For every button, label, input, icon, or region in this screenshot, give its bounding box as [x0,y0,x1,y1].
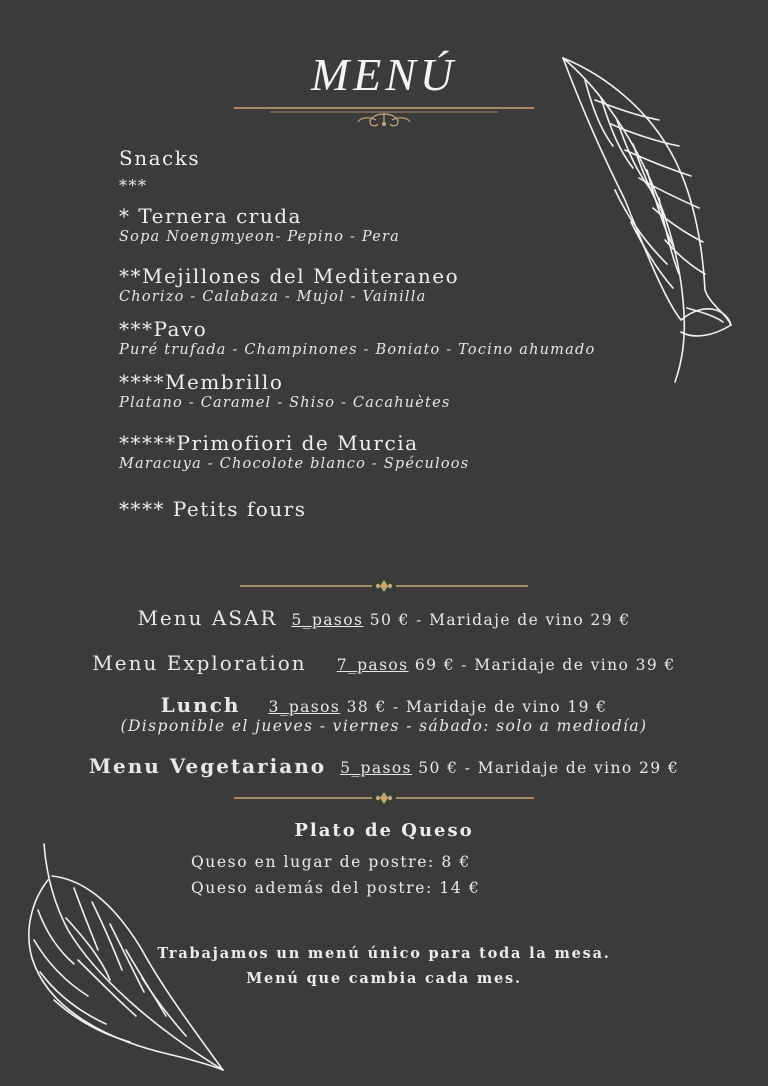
page-title: MENÚ [310,49,458,100]
menu-steps: 5_pasos [291,611,364,629]
feather-illustration-icon [555,50,740,390]
dish-name: ***Pavo [119,317,208,341]
menu-price-details: 50 € - Maridaje de vino 29 € [418,759,680,777]
dish-item [119,431,469,472]
cheese-option: Queso además del postre: 14 € [191,879,481,897]
menu-steps: 7_pasos [336,656,409,674]
dish-name: * Ternera cruda [119,204,302,228]
menu-steps: 3_pasos [268,698,341,716]
menu-availability-note: (Disponible el jueves - viernes - sábado: solo a mediodía) [120,717,648,735]
cheese-option: Queso en lugar de postre: 8 € [191,853,471,871]
feather-illustration-icon [18,840,233,1075]
section-snacks: Snacks [119,146,201,170]
cheese-title: Plato de Queso [294,820,474,841]
dish-description: Sopa Noengmyeon- Pepino - Pera [119,229,400,245]
dish-name: ****Membrillo [119,370,284,394]
menu-price-details: 69 € - Maridaje de vino 39 € [414,656,676,674]
dish-description: Puré trufada - Champinones - Boniato - Tocino ahumado [119,342,596,358]
dish-item [119,317,595,358]
menu-name: Lunch [160,693,241,717]
dish-item [119,264,459,305]
menu-option [0,606,768,630]
dish-description: Chorizo - Calabaza - Mujol - Vainilla [119,289,427,305]
dish-item [119,370,451,411]
menu-price-details: 50 € - Maridaje de vino 29 € [369,611,631,629]
divider-flourish-icon [238,578,530,594]
dish-item [119,204,400,245]
menu-name: Menu ASAR [137,606,278,630]
menu-steps: 5_pasos [340,759,412,777]
menu-option [0,754,768,778]
dish-description: Maracuya - Chocolote blanco - Spéculoos [119,456,470,472]
footer-note: Menú que cambia cada mes. [246,970,522,987]
dish-name: **Mejillones del Mediteraneo [119,264,460,288]
dish-description: Platano - Caramel - Shiso - Cacahuètes [119,395,451,411]
title-flourish-icon [230,100,538,130]
dish-item [119,497,307,521]
footer-note: Trabajamos un menú único para toda la mesa. [157,945,611,962]
menu-price-details: 38 € - Maridaje de vino 19 € [346,698,608,716]
menu-name: Menu Vegetariano [88,754,327,778]
section-separator: *** [119,176,148,195]
menu-option [0,693,768,717]
menu-option [0,651,768,675]
menu-name: Menu Exploration [92,651,307,675]
dish-name: *****Primofiori de Murcia [119,431,419,455]
dish-name: **** Petits fours [119,497,307,521]
divider-flourish-icon [232,790,536,806]
